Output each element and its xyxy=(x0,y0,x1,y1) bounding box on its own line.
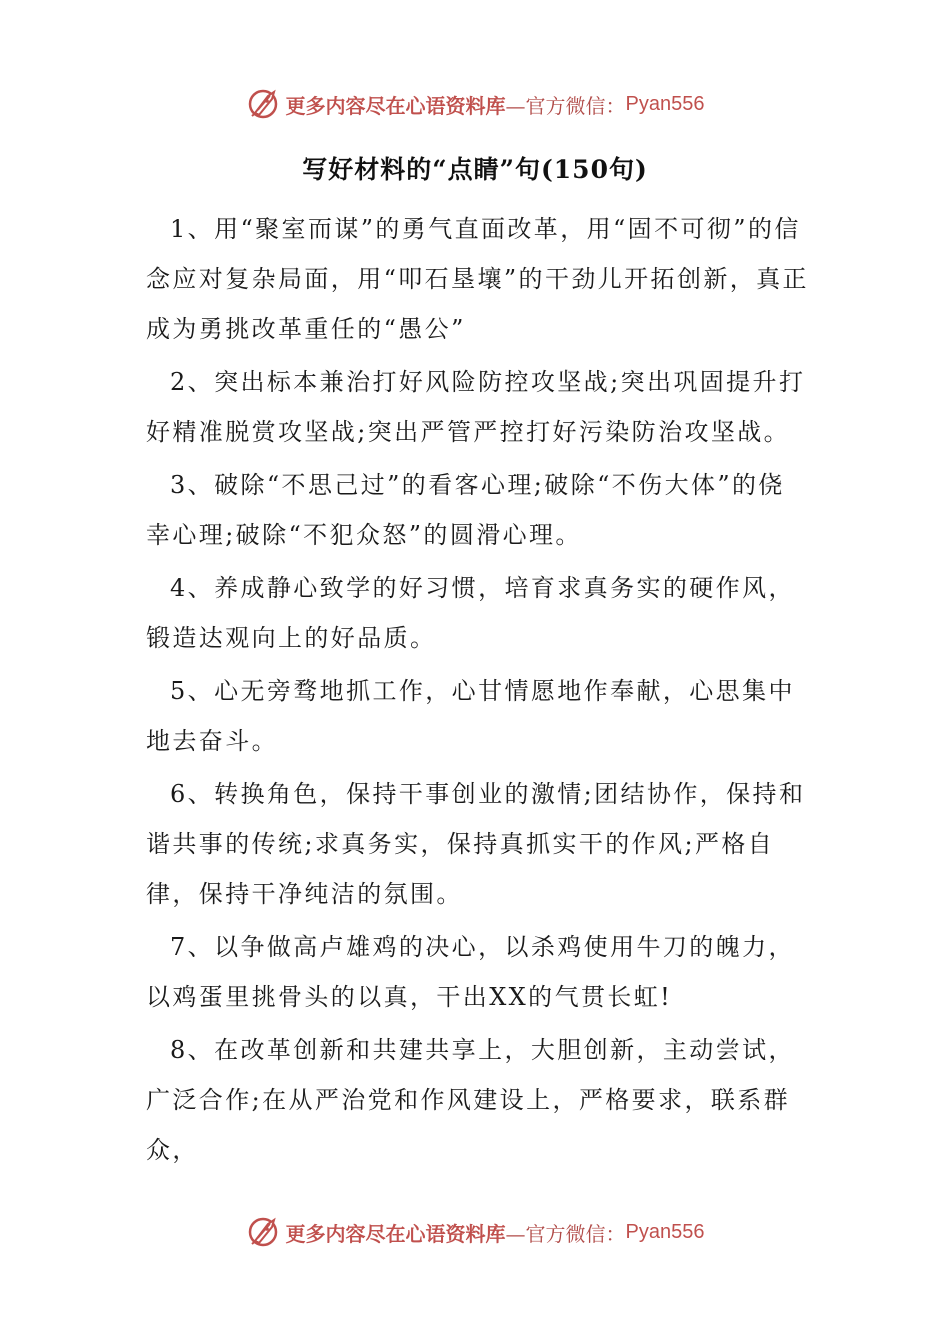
document-body xyxy=(146,204,810,1178)
watermark-separator: —官方微信： xyxy=(505,1221,626,1246)
paragraph-5: 5、心无旁骛地抓工作，心甘情愿地作奉献，心思集中地去奋斗。 xyxy=(146,677,795,755)
pen-nib-icon xyxy=(246,86,282,122)
document-title: 写好材料的“点睛”句(150句) xyxy=(302,155,648,184)
watermark-brand: 更多内容尽在心语资料库 xyxy=(285,93,506,118)
pen-nib-icon xyxy=(246,1214,282,1250)
paragraph-1: 1、用“聚室而谋”的勇气直面改革，用“固不可彻”的信念应对复杂局面，用“叩石垦壤”的干劲儿开拓创新，真正成为勇挑改革重任的“愚公” xyxy=(146,215,809,343)
watermark-brand: 更多内容尽在心语资料库 xyxy=(285,1221,506,1246)
paragraph-7: 7、以争做高卢雄鸡的决心，以杀鸡使用牛刀的魄力，以鸡蛋里挑骨头的以真，干出XX的气贯长虹! xyxy=(146,933,795,1011)
footer-watermark xyxy=(0,1212,950,1252)
paragraph-3: 3、破除“不思己过”的看客心理;破除“不伤大体”的侥幸心理;破除“不犯众怒”的圆滑心理。 xyxy=(146,471,785,549)
paragraph-8: 8、在改革创新和共建共享上，大胆创新，主动尝试，广泛合作;在从严治党和作风建设上，严格要求，联系群众， xyxy=(146,1036,795,1164)
paragraph-4: 4、养成静心致学的好习惯，培育求真务实的硬作风，锻造达观向上的好品质。 xyxy=(146,574,795,652)
watermark-account: Pyan556 xyxy=(625,1220,705,1243)
watermark-account: Pyan556 xyxy=(625,92,705,115)
watermark-separator: —官方微信： xyxy=(505,93,626,118)
header-watermark xyxy=(0,84,950,124)
paragraph-6: 6、转换角色，保持干事创业的激情;团结协作，保持和谐共事的传统;求真务实，保持真抓实干的作风;严格自律，保持干净纯洁的氛围。 xyxy=(146,780,806,908)
paragraph-2: 2、突出标本兼治打好风险防控攻坚战;突出巩固提升打好精准脱赏攻坚战;突出严管严控打好污染防治攻坚战。 xyxy=(146,368,806,446)
